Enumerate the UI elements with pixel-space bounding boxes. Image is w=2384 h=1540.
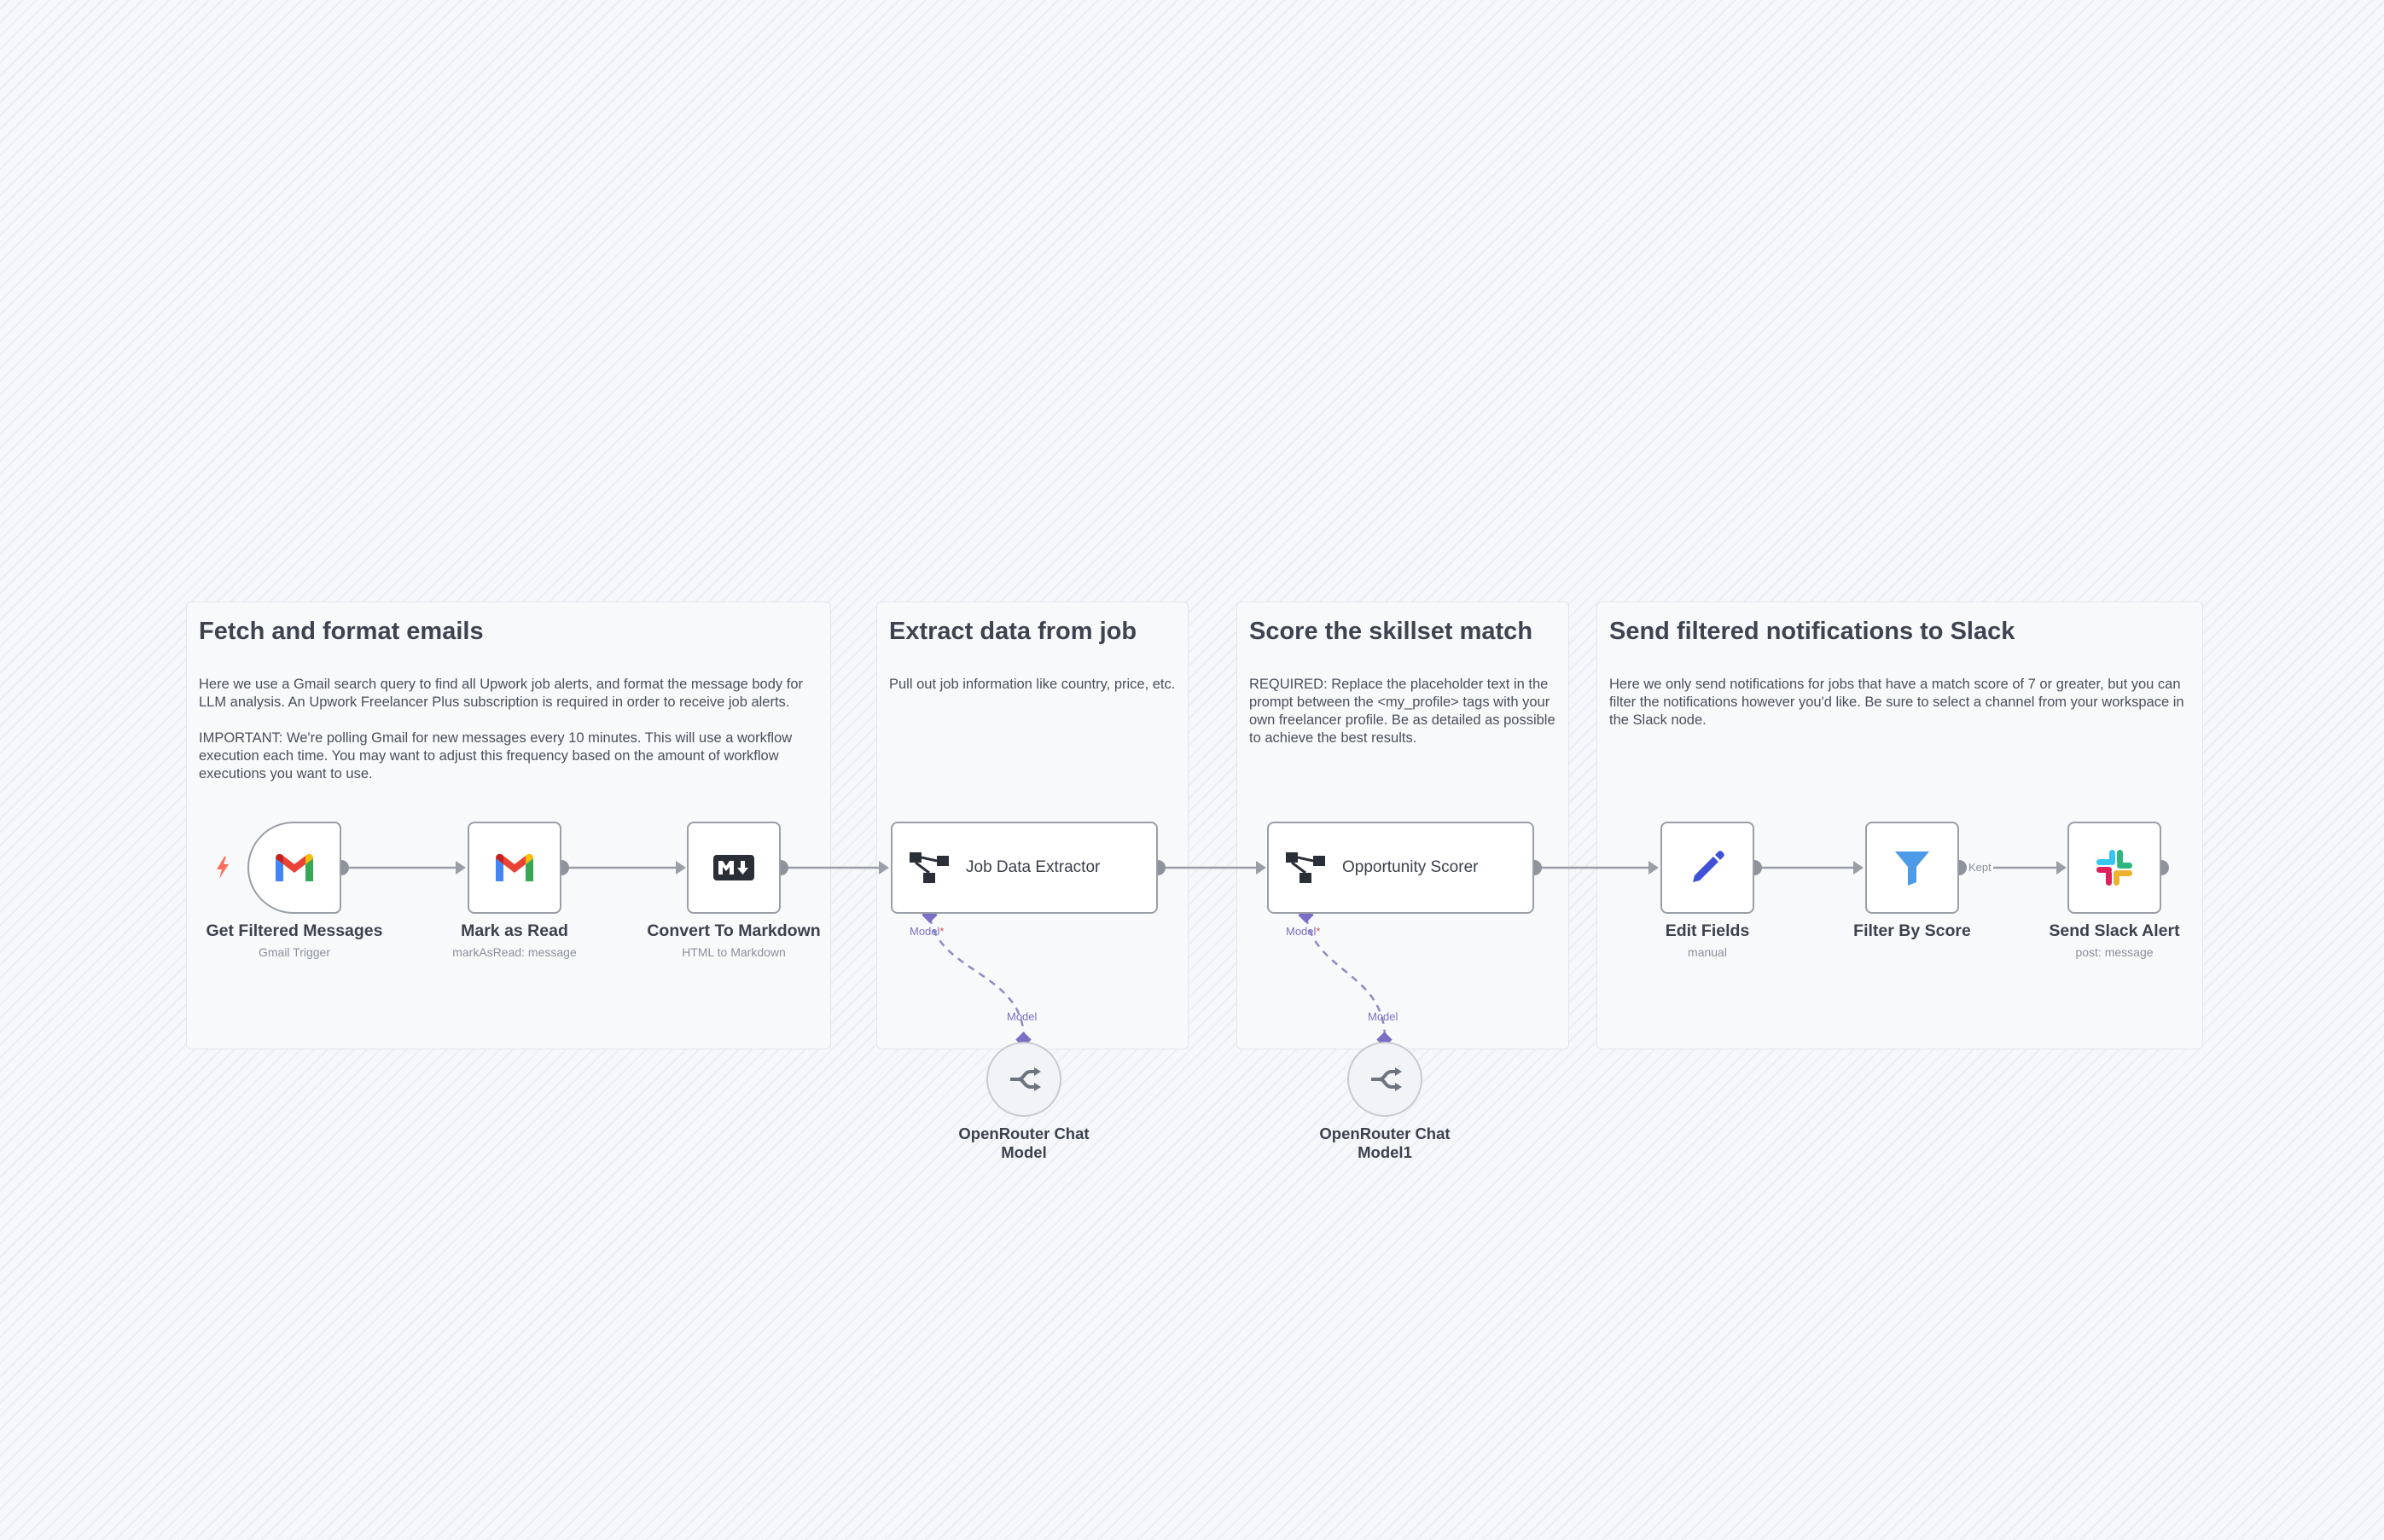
sticky-title: Extract data from job [889,618,1137,645]
gmail-icon [493,851,536,884]
gmail-icon [273,851,316,884]
sticky-paragraph: Here we only send notifications for jobs that have a match score of 7 or greater, but you can filter the notifications however you'd like. Be sure to select a channel from your workspace in the Slack node. [1609,677,2184,728]
arrow-head [456,861,466,875]
node-edit-fields[interactable] [1660,822,1754,914]
node-get-filtered-messages[interactable] [247,822,341,914]
node-openrouter-chat-model1[interactable] [1347,1042,1422,1117]
filter-icon [1893,848,1932,887]
node-title: Mark as Read [461,921,568,940]
node-title: Send Slack Alert [2049,921,2180,940]
node-title: Get Filtered Messages [206,921,383,940]
node-title: OpenRouter Chat Model1 [1319,1124,1451,1161]
node-openrouter-chat-model[interactable] [986,1042,1061,1117]
model-output-label: Model [1007,1010,1038,1023]
arrow-head [676,861,686,875]
information-extractor-icon [908,851,951,885]
sticky-paragraph: IMPORTANT: We're polling Gmail for new messages every 10 minutes. This will use a workflow execution each time. You may want to adjust this frequency based on the amount of workflow executions you want to use. [199,730,793,782]
arrow-head [1853,861,1864,875]
sticky-paragraph: REQUIRED: Replace the placeholder text in the prompt between the <my_profile> tags with your own freelancer profile. Be as detailed as possible to achieve the best results. [1249,677,1555,746]
node-title: Opportunity Scorer [1342,858,1479,876]
node-subtitle: post: message [2075,945,2154,959]
arrow-head [879,861,889,875]
pencil-icon [1688,848,1727,887]
node-opportunity-scorer[interactable] [1267,822,1534,914]
required-mark: * [1316,925,1321,938]
information-extractor-icon [1284,851,1327,885]
required-mark: * [939,925,945,938]
node-title: OpenRouter Chat Model [958,1124,1090,1161]
model-port-label [910,926,944,938]
arrow-head [1648,861,1659,875]
node-title: Edit Fields [1665,921,1750,940]
sticky-paragraph: Pull out job information like country, price, etc. [889,677,1176,692]
node-title: Convert To Markdown [647,921,821,940]
node-subtitle: HTML to Markdown [682,945,786,959]
sticky-paragraph: Here we use a Gmail search query to find all Upwork job alerts, and format the message body for LLM analysis. An Upwork Freelancer Plus subscription is required in order to receive job alerts. [199,677,804,710]
node-title: Filter By Score [1853,921,1971,940]
node-subtitle: markAsRead: message [452,945,577,959]
arrow-head [2056,861,2067,875]
sticky-title: Score the skillset match [1249,618,1533,645]
markdown-icon [713,855,754,880]
sticky-title: Send filtered notifications to Slack [1609,618,2015,645]
port-label-text: Model [910,925,940,938]
node-filter-by-score[interactable] [1865,822,1959,914]
node-subtitle: Gmail Trigger [258,945,331,959]
model-port-label [1286,926,1320,938]
node-subtitle: manual [1688,945,1727,959]
port-label-text: Model [1286,925,1317,938]
edge-label-kept: Kept [1968,861,1992,874]
node-convert-to-markdown[interactable] [687,822,781,914]
slack-icon [2095,848,2134,887]
node-title: Job Data Extractor [966,858,1101,876]
openrouter-icon [1007,1066,1041,1092]
sticky-title: Fetch and format emails [199,618,484,645]
node-mark-as-read[interactable] [468,822,561,914]
node-send-slack-alert[interactable] [2067,822,2161,914]
arrow-head [1256,861,1266,875]
model-output-label: Model [1368,1010,1398,1023]
trigger-bolt-icon [215,857,230,879]
openrouter-icon [1368,1066,1402,1092]
node-job-data-extractor[interactable] [891,822,1158,914]
